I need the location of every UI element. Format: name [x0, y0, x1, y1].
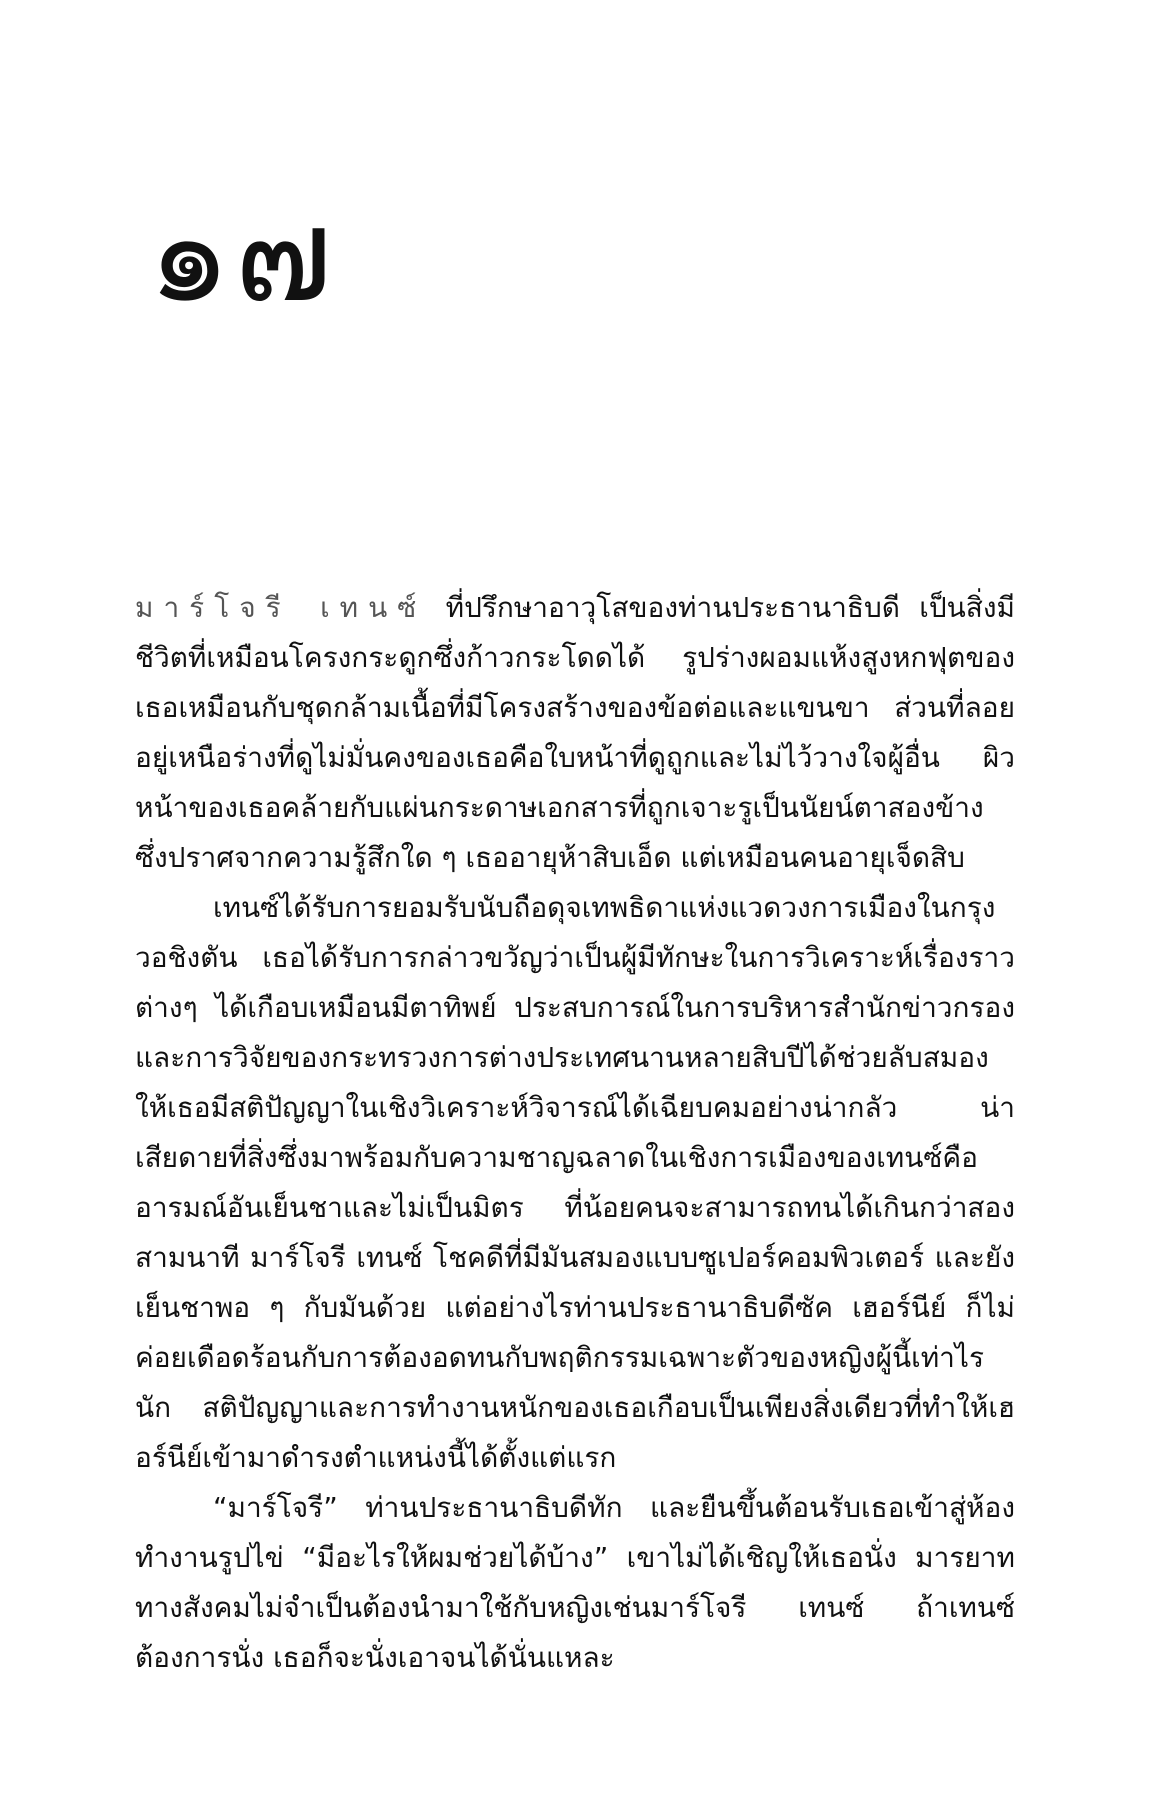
- paragraph-2: เทนซ์ได้รับการยอมรับนับถือดุจเทพธิดาแห่งแวดวงการเมืองในกรุงวอชิงตัน เธอได้รับการกล่าวขวัญว่าเป็นผู้มีทักษะในการวิเคราะห์เรื่องราวต่างๆ ได้เกือบเหมือนมีตาทิพย์ ประสบการณ์ในการบริหารสำนักข่าวกรองและการวิจัยของกระทรวงการต่างประเทศนานหลายสิบปีได้ช่วยลับสมองให้เธอมีสติปัญญาในเชิงวิเคราะห์วิจารณ์ได้เฉียบคมอย่างน่ากลัว น่าเสียดายที่สิ่งซึ่งมาพร้อมกับความชาญฉลาดในเชิงการเมืองของเทนซ์คืออารมณ์อันเย็นชาและไม่เป็นมิตร ที่น้อยคนจะสามารถทนได้เกินกว่าสองสามนาที มาร์โจรี เทนซ์ โชคดีที่มีมันสมองแบบซูเปอร์คอมพิวเตอร์ และยังเย็นชาพอ ๆ กับมันด้วย แต่อย่างไรท่านประธานาธิบดีซัค เฮอร์นีย์ ก็ไม่ค่อยเดือดร้อนกับการต้องอดทนกับพฤติกรรมเฉพาะตัวของหญิงผู้นี้เท่าไรนัก สติปัญญาและการทำงานหนักของเธอเกือบเป็นเพียงสิ่งเดียวที่ทำให้เฮอร์นีย์เข้ามาดำรงตำแหน่งนี้ได้ตั้งแต่แรก: [135, 891, 1015, 1474]
- chapter-number: ๑๗: [148, 179, 337, 331]
- lead-in-name: มาร์โจรี เทนซ์: [135, 591, 427, 624]
- paragraph-3: “มาร์โจรี” ท่านประธานาธิบดีทัก และยืนขึ้นต้อนรับเธอเข้าสู่ห้องทำงานรูปไข่ “มีอะไรให้ผมช่วยได้บ้าง” เขาไม่ได้เชิญให้เธอนั่ง มารยาททางสังคมไม่จำเป็นต้องนำมาใช้กับหญิงเช่นมาร์โจรี เทนซ์ ถ้าเทนซ์ต้องการนั่ง เธอก็จะนั่งเอาจนได้นั่นแหละ: [135, 1491, 1015, 1674]
- chapter-body: [135, 583, 1015, 1683]
- paragraph-1-text: ที่ปรึกษาอาวุโสของท่านประธานาธิบดี เป็นสิ่งมีชีวิตที่เหมือนโครงกระดูกซึ่งก้าวกระโดดได้ รูปร่างผอมแห้งสูงหกฟุตของเธอเหมือนกับชุดกล้ามเนื้อที่มีโครงสร้างของข้อต่อและแขนขา ส่วนที่ลอยอยู่เหนือร่างที่ดูไม่มั่นคงของเธอคือใบหน้าที่ดูถูกและไม่ไว้วางใจผู้อื่น ผิวหน้าของเธอคล้ายกับแผ่นกระดาษเอกสารที่ถูกเจาะรูเป็นนัยน์ตาสองข้างซึ่งปราศจากความรู้สึกใด ๆ เธออายุห้าสิบเอ็ด แต่เหมือนคนอายุเจ็ดสิบ: [135, 591, 1015, 874]
- paragraph-1: [135, 583, 1015, 883]
